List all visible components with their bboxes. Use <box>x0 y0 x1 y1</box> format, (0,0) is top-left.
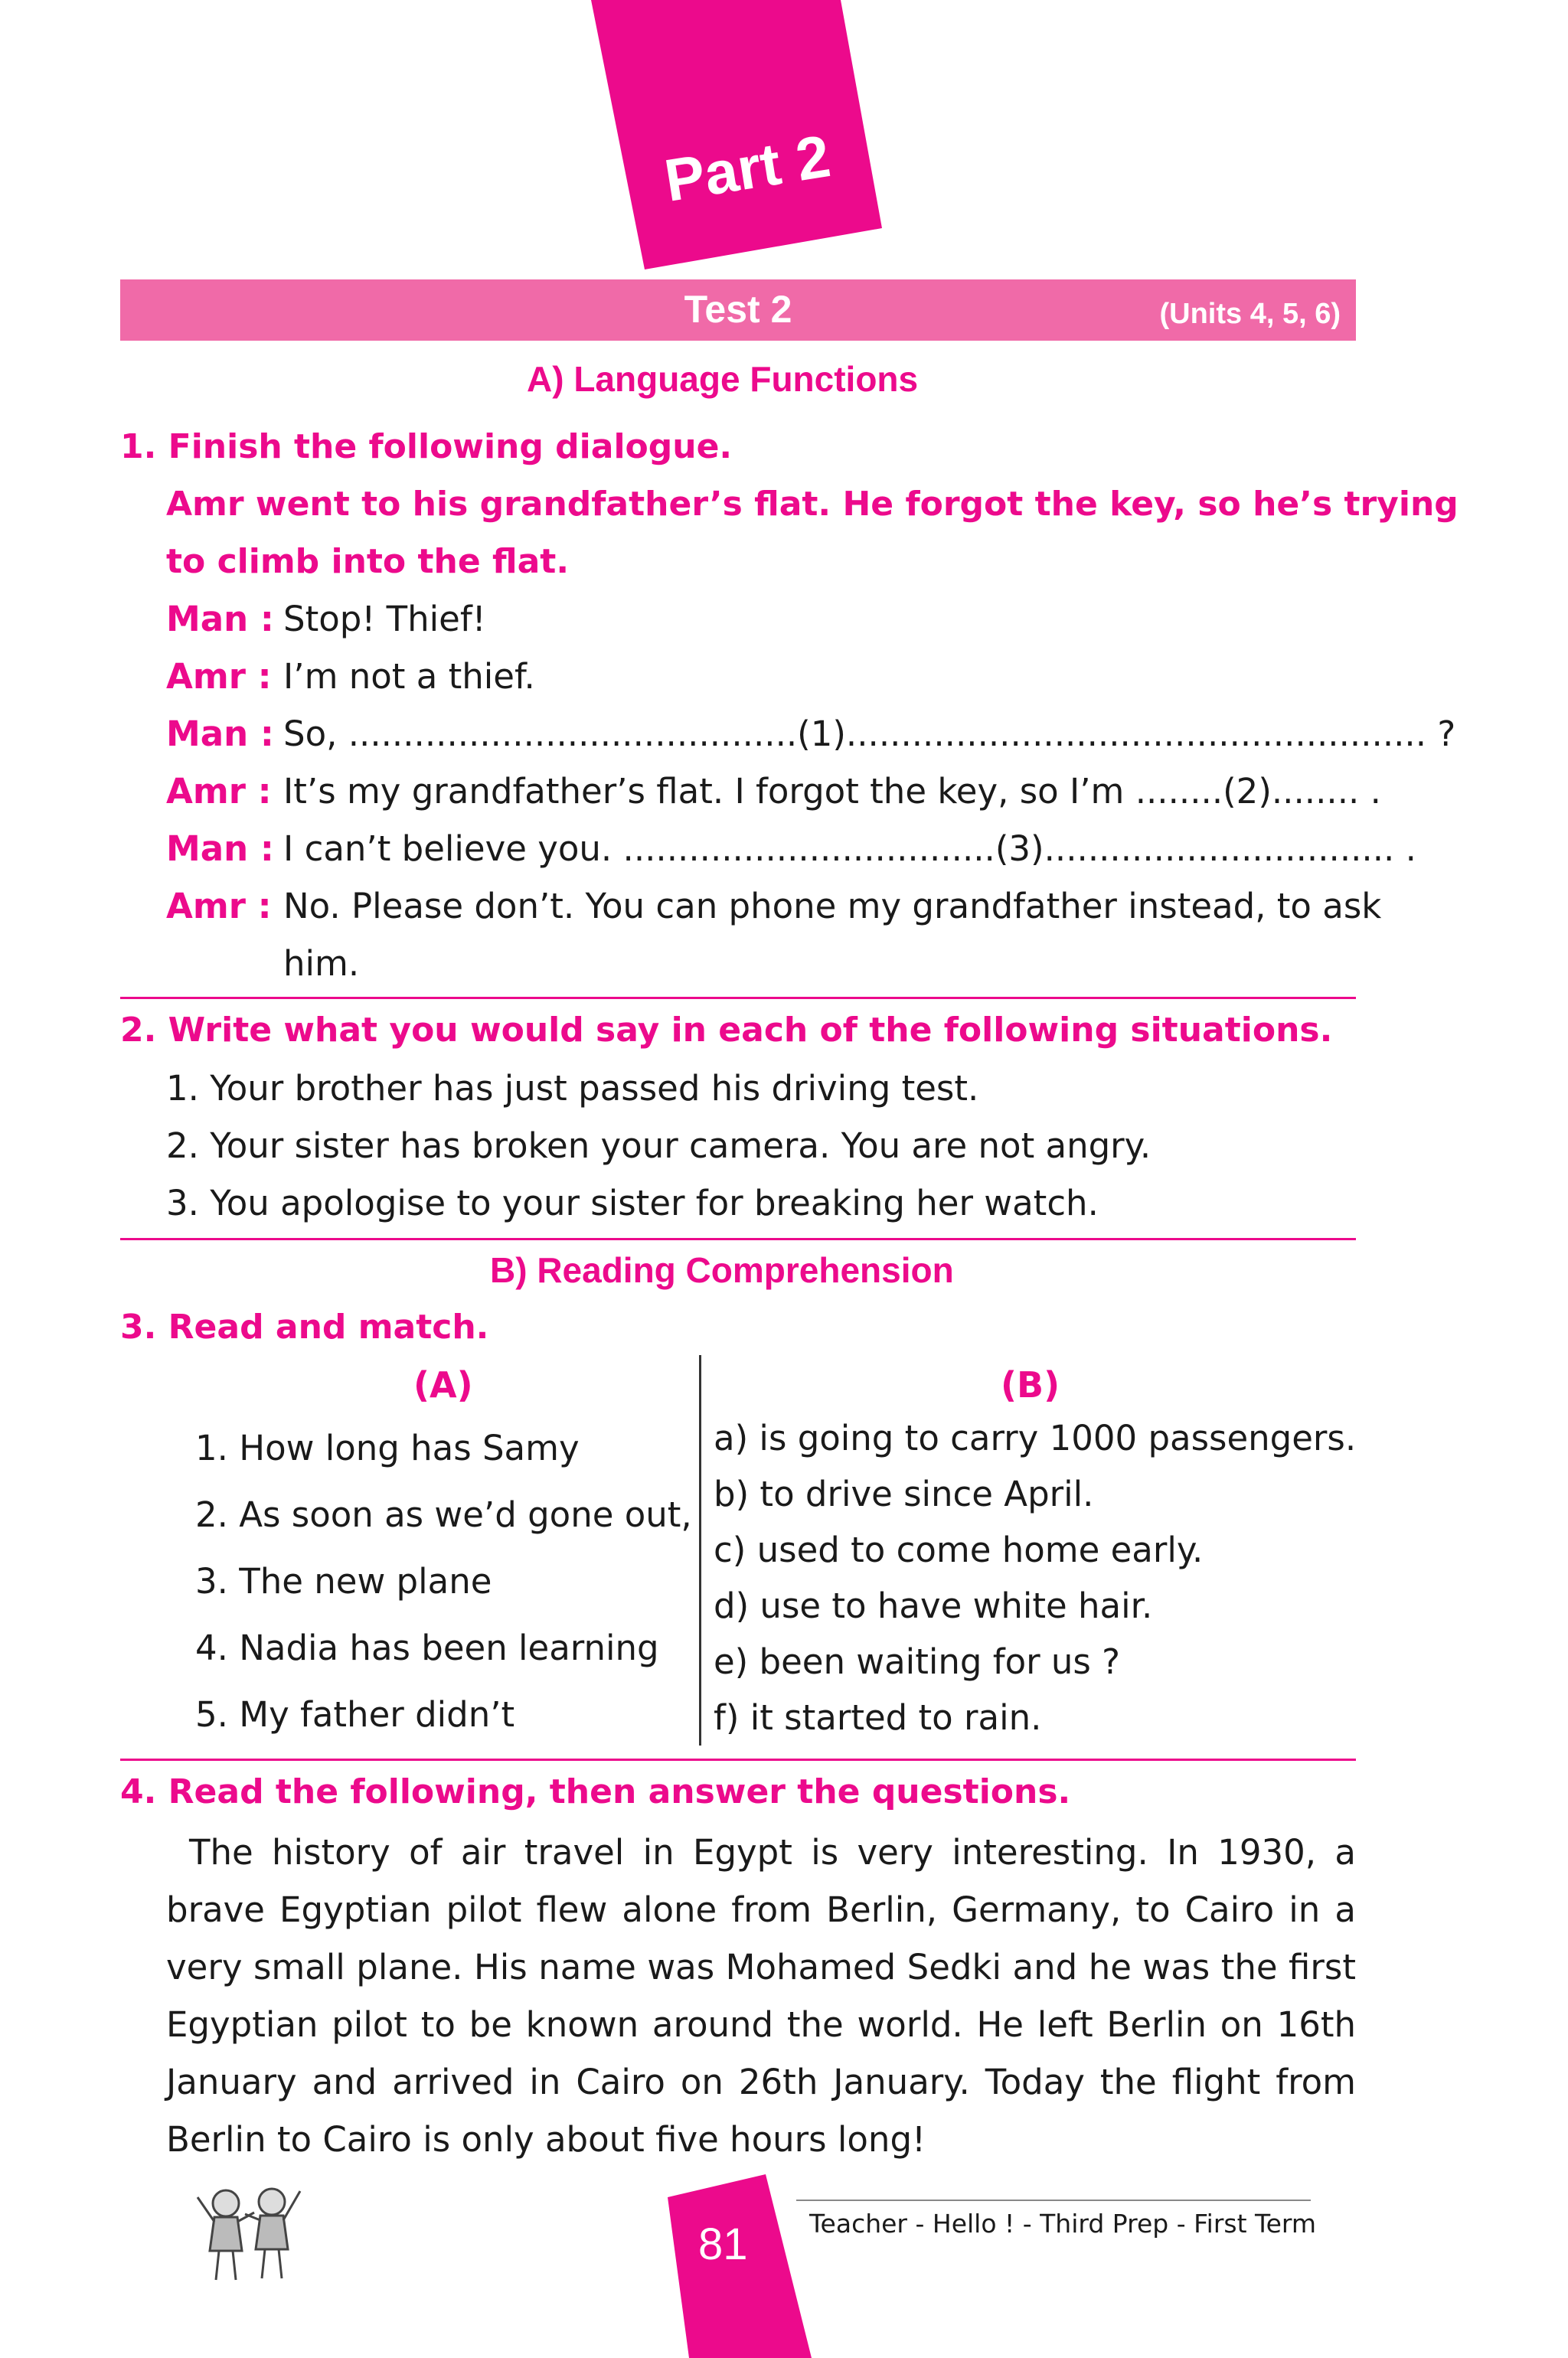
match-item-b: b) to drive since April. <box>714 1474 1094 1514</box>
book-title: Teacher - Hello ! - Third Prep - First Term <box>809 2209 1317 2239</box>
dialogue-line: I’m not a thief. <box>283 656 535 697</box>
column-a-head: (A) <box>413 1364 473 1406</box>
dialogue-speaker: Man : <box>166 828 274 869</box>
situation-item: 1. Your brother has just passed his driving test. <box>166 1068 979 1109</box>
divider <box>120 1238 1356 1240</box>
match-item-a: 3. The new plane <box>195 1561 492 1602</box>
dialogue-line-continued: him. <box>283 943 360 984</box>
dialogue-line: Stop! Thief! <box>283 599 486 639</box>
footer-rule <box>796 2200 1311 2201</box>
match-item-a: 2. As soon as we’d gone out, <box>195 1494 692 1535</box>
test-units: (Units 4, 5, 6) <box>1159 298 1341 330</box>
match-item-a: 5. My father didn’t <box>195 1694 515 1735</box>
divider <box>120 997 1356 999</box>
dialogue-line-blank-1: So, .........................................(1)..................................................... ? <box>283 714 1456 754</box>
situation-item: 3. You apologise to your sister for breaking her watch. <box>166 1183 1099 1223</box>
dialogue-line: No. Please don’t. You can phone my grandfather instead, to ask <box>283 886 1382 926</box>
dialogue-speaker: Amr : <box>166 656 272 697</box>
column-b-head: (B) <box>1001 1364 1060 1406</box>
match-item-b: d) use to have white hair. <box>714 1586 1153 1626</box>
match-item-a: 1. How long has Samy <box>195 1428 580 1468</box>
divider <box>120 1759 1356 1761</box>
dialogue-speaker: Amr : <box>166 886 272 926</box>
q1-title: 1. Finish the following dialogue. <box>120 427 733 466</box>
page-number-tab <box>0 2174 1568 2358</box>
q2-title: 2. Write what you would say in each of the following situations. <box>120 1011 1333 1050</box>
dialogue-line-blank-3: I can’t believe you. ..................................(3)................................ . <box>283 828 1416 869</box>
dialogue-line-blank-2: It’s my grandfather’s flat. I forgot the key, so I’m ........(2)........ . <box>283 771 1381 812</box>
page-number: 81 <box>698 2219 748 2269</box>
dialogue-speaker: Amr : <box>166 771 272 812</box>
q1-intro-line2: to climb into the flat. <box>166 542 570 581</box>
match-item-b: c) used to come home early. <box>714 1530 1204 1570</box>
match-item-a: 4. Nadia has been learning <box>195 1628 659 1668</box>
dialogue-speaker: Man : <box>166 714 274 754</box>
match-item-b: f) it started to rain. <box>714 1697 1042 1738</box>
match-item-b: e) been waiting for us ? <box>714 1641 1121 1682</box>
q1-intro-line1: Amr went to his grandfather’s flat. He forgot the key, so he’s trying <box>166 485 1459 524</box>
part-label: Part 2 <box>660 122 835 214</box>
match-item-b: a) is going to carry 1000 passengers. <box>714 1418 1357 1458</box>
column-divider <box>699 1355 701 1746</box>
test-header-bar <box>120 279 1356 341</box>
reading-passage-text: The history of air travel in Egypt is very interesting. In 1930, a brave Egyptian pilot flew alone from Berlin, Germany, to Cairo in a very small plane. His name was Mohamed Sedki and he was the first Egyptian pilot to be known around the world. He left Berlin on 16th January and arrived in Cairo on 26th January. Today the flight from Berlin to Cairo is only about five hours long! <box>166 1832 1356 2160</box>
dialogue-speaker: Man : <box>166 599 274 639</box>
q3-title: 3. Read and match. <box>120 1308 489 1347</box>
q4-title: 4. Read the following, then answer the questions. <box>120 1772 1071 1811</box>
section-a-title: A) Language Functions <box>527 359 919 399</box>
test-title: Test 2 <box>684 288 792 331</box>
reading-passage <box>166 1824 1356 2168</box>
situation-item: 2. Your sister has broken your camera. You are not angry. <box>166 1125 1152 1166</box>
section-b-title: B) Reading Comprehension <box>490 1250 954 1290</box>
